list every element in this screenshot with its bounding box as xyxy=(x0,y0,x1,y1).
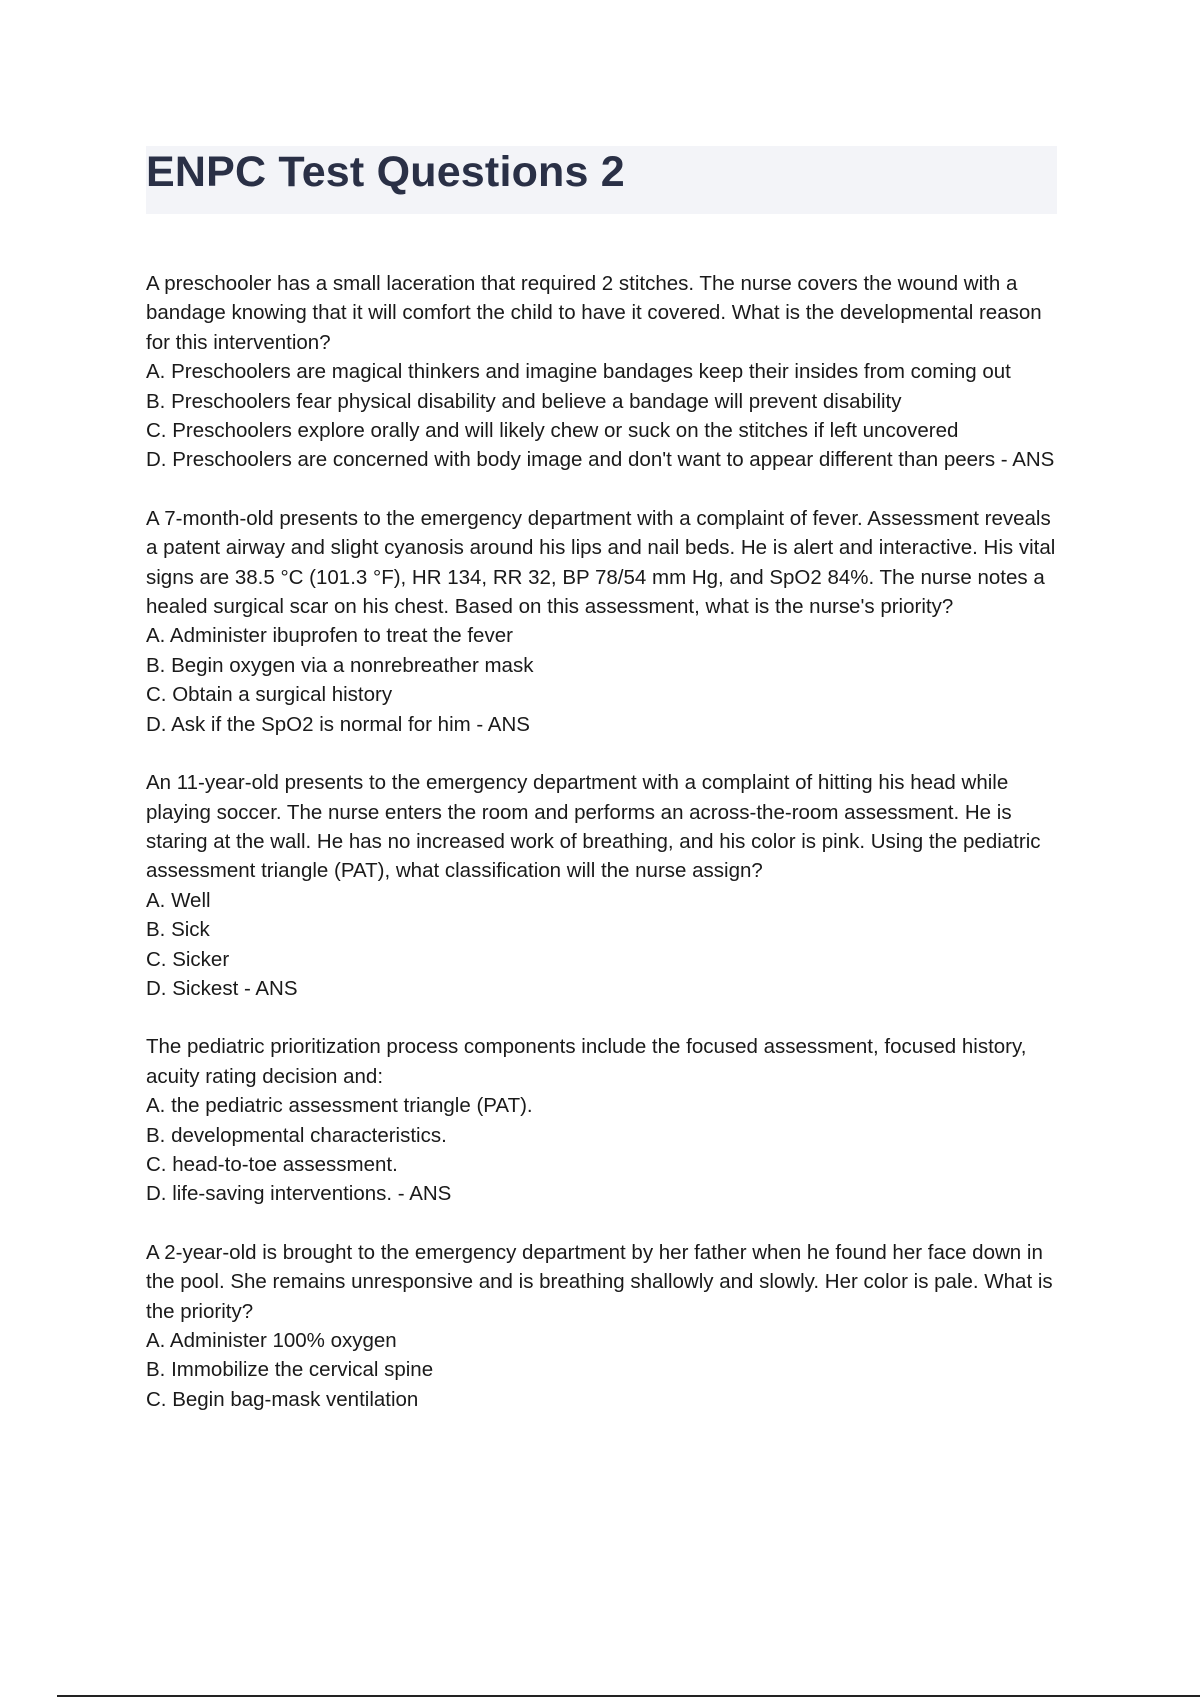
answer-option: B. Preschoolers fear physical disability and believe a bandage will prevent disability xyxy=(146,389,902,413)
question-stem: A preschooler has a small laceration that required 2 stitches. The nurse covers the wound with a bandage knowing that it will comfort the child to have it covered. What is the developmental reason for this intervention? xyxy=(146,272,1042,354)
question-2 xyxy=(146,504,1061,739)
answer-option: C. head-to-toe assessment. xyxy=(146,1152,398,1176)
answer-option: A. Administer ibuprofen to treat the fever xyxy=(146,624,513,648)
answer-option: A. the pediatric assessment triangle (PAT). xyxy=(146,1094,533,1118)
question-3 xyxy=(146,768,1061,1003)
answer-option: B. Sick xyxy=(146,918,210,942)
question-stem: The pediatric prioritization process components include the focused assessment, focused history, acuity rating decision and: xyxy=(146,1035,1027,1088)
answer-option: B. Immobilize the cervical spine xyxy=(146,1358,434,1382)
answer-option: C. Obtain a surgical history xyxy=(146,683,393,707)
footer-divider xyxy=(57,1695,1200,1697)
answer-option: A. Well xyxy=(146,888,211,912)
question-stem: A 7-month-old presents to the emergency department with a complaint of fever. Assessment reveals a patent airway and slight cyanosis around his lips and nail beds. He is alert and interactive. His vital signs are 38.5 °C (101.3 °F), HR 134, RR 32, BP 78/54 mm Hg, and SpO2 84%. The nurse notes a healed surgical scar on his chest. Based on this assessment, what is the nurse's priority? xyxy=(146,506,1056,619)
answer-option: A. Preschoolers are magical thinkers and imagine bandages keep their insides from coming out xyxy=(146,360,1011,384)
answer-option: D. life-saving interventions. - ANS xyxy=(146,1182,452,1206)
question-list xyxy=(146,269,1061,1443)
answer-option: D. Preschoolers are concerned with body image and don't want to appear different than peers - ANS xyxy=(146,448,1055,472)
answer-option: C. Sicker xyxy=(146,947,230,971)
question-5 xyxy=(146,1238,1061,1414)
answer-option: D. Sickest - ANS xyxy=(146,976,298,1000)
question-4 xyxy=(146,1032,1061,1208)
document-title: ENPC Test Questions 2 xyxy=(146,148,625,196)
answer-option: C. Begin bag-mask ventilation xyxy=(146,1387,419,1411)
answer-option: D. Ask if the SpO2 is normal for him - ANS xyxy=(146,712,530,736)
answer-option: A. Administer 100% oxygen xyxy=(146,1329,397,1352)
answer-option: C. Preschoolers explore orally and will likely chew or suck on the stitches if left uncovered xyxy=(146,419,959,443)
answer-option: B. Begin oxygen via a nonrebreather mask xyxy=(146,653,534,677)
question-stem: An 11-year-old presents to the emergency department with a complaint of hitting his head while playing soccer. The nurse enters the room and performs an across-the-room assessment. He is staring at the wall. He has no increased work of breathing, and his color is pink. Using the pediatric assessment triangle (PAT), what classification will the nurse assign? xyxy=(146,771,1041,883)
answer-option: B. developmental characteristics. xyxy=(146,1123,447,1147)
question-1 xyxy=(146,269,1061,475)
question-stem: A 2-year-old is brought to the emergency department by her father when he found her face down in the pool. She remains unresponsive and is breathing shallowly and slowly. Her color is pale. What is the priority? xyxy=(146,1240,1053,1323)
